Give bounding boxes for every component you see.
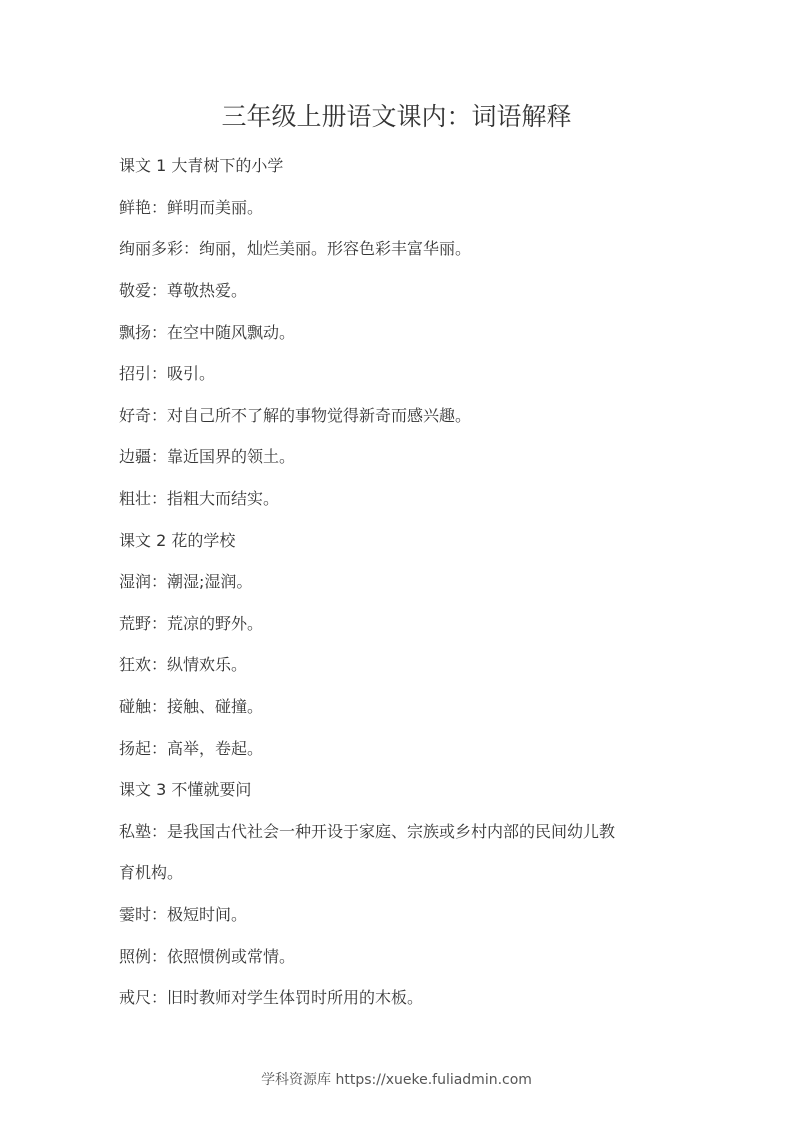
definition-line: 霎时：极短时间。 [119, 904, 248, 924]
definition-line: 飘扬：在空中随风飘动。 [119, 322, 296, 342]
lesson-heading-2: 课文 2 花的学校 [119, 530, 236, 550]
definition-line: 荒野：荒凉的野外。 [119, 613, 264, 633]
lesson-heading-1: 课文 1 大青树下的小学 [119, 156, 284, 176]
definition-line: 戒尺：旧时教师对学生体罚时所用的木板。 [119, 988, 424, 1008]
document-body [119, 145, 689, 1018]
definition-line: 粗壮：指粗大而结实。 [119, 489, 280, 509]
definition-line: 鲜艳：鲜明而美丽。 [119, 197, 264, 217]
definition-line: 敬爱：尊敬热爱。 [119, 281, 248, 301]
definition-line-continued: 育机构。 [119, 863, 184, 883]
definition-line: 碰触：接触、碰撞。 [119, 697, 264, 717]
definition-line: 绚丽多彩：绚丽，灿烂美丽。形容色彩丰富华丽。 [119, 239, 472, 259]
definition-line: 边疆：靠近国界的领土。 [119, 447, 296, 467]
definition-line: 湿润：潮湿;湿润。 [119, 572, 253, 592]
page-title: 三年级上册语文课内：词语解释 [221, 102, 572, 131]
definition-line: 扬起：高举，卷起。 [119, 738, 264, 758]
definition-line: 私塾：是我国古代社会一种开设于家庭、宗族或乡村内部的民间幼儿教 [119, 821, 616, 841]
definition-line: 好奇：对自己所不了解的事物觉得新奇而感兴趣。 [119, 405, 472, 425]
definition-line: 狂欢：纵情欢乐。 [119, 655, 248, 675]
footer-watermark: 学科资源库 https://xueke.fuliadmin.com [261, 1072, 532, 1088]
definition-line: 照例：依照惯例或常情。 [119, 946, 296, 966]
lesson-heading-3: 课文 3 不懂就要问 [119, 780, 252, 800]
definition-line: 招引：吸引。 [119, 364, 216, 384]
